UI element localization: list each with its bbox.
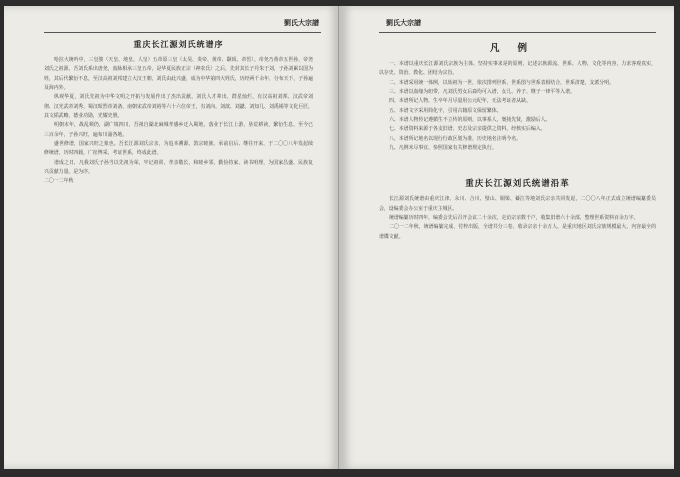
running-header: 劉氏大宗譜: [284, 18, 319, 27]
preface-paragraph: 谱成之日，凡我刘氏子孙当以先祖为荣，牢记祖训，孝亲敬长，和睦乡邻，勤俭持家，读书明理，为国家昌盛、民族复兴贡献力量。是为序。: [44, 159, 313, 176]
fanli-item: 四、本谱所记人物，生卒年月尽量用公元纪年，无法考证者从缺。: [389, 98, 531, 105]
history-title: 重庆长江源刘氏统谱沿革: [465, 179, 570, 190]
right-page: [341, 6, 674, 469]
left-content: [44, 36, 313, 187]
preface-paragraph: 哈拉大统吟中，三皇骏（天皇、地皇、人皇）五帝原三皇（太昊、炎帝、黄帝、颛顼、帝喾）。帝尧乃黄帝五世孙，帝尧刘氏之祖源，吾刘氏系出唐尧，血脉相承三皇五帝，是华夏民族正宗（神农氏）之后，先封其长子丹朱于刘，子孙刘累以国为姓，其后代繁衍不息，至汉高祖刘邦建立大汉王朝，刘氏由此兴盛，成为中华第四大姓氏，历经两千余年，分布天下，子孙遍及海内外。: [44, 57, 313, 92]
running-header: 劉氏大宗譜: [386, 18, 421, 27]
fanli-item: 七、本谱资料来源于各支旧谱、史志及宗亲提供之资料，经核实后编入。: [389, 126, 546, 133]
preface-date: 二〇一二年秋: [44, 178, 74, 185]
fanli-item: 一、本谱以重庆长江源刘氏宗族为主体，坚持实事求是的原则，记述宗族源流、世系、人物、文化等内容，力求客观真实，以存史、资治、教化、团结为宗旨。: [379, 61, 656, 77]
fanli-item: 六、本谱人物传记遵循生不立传的原则，以事系人，褒扬先贤，激励后人。: [389, 117, 551, 124]
fanli-item: 二、本谱采用统一体例，以始祖为一世，依次排列世系，世系图与世系表相结合，世系清楚，支派分明。: [389, 79, 614, 86]
fanli-item: 九、凡例未尽事宜，参照国家有关修谱规定执行。: [389, 145, 497, 152]
fanli-item: 五、本谱文字采用简化字，引用古籍原文保留繁体。: [389, 107, 502, 114]
header-rule: [379, 32, 656, 33]
preface-paragraph: 纵观华夏，刘氏先祖为中华文明之开拓与发展作出了杰出贡献，刘氏人才辈出，群星灿烂，有汉高祖刘邦、汉武帝刘彻、汉光武帝刘秀、蜀汉昭烈帝刘备、南朝宋武帝刘裕等六十六位帝王，有刘向、刘歆、刘勰、刘知几、刘禹锡等文化巨匠，其文韬武略，德业功勋，光耀史册。: [44, 94, 313, 120]
fanli-item: 三、本谱以血缘为纽带，凡刘氏男女后裔均可入谱，女儿、养子、继子一律平等入谱。: [389, 89, 575, 96]
preface-title: 重庆长江源刘氏统谱序: [133, 40, 224, 49]
fanli-title: 凡例: [489, 43, 545, 54]
history-paragraph: 长江源刘氏统谱由重庆江津、永川、合川、璧山、铜梁、綦江等地刘氏宗亲共同发起，二〇〇八年正式成立统谱编纂委员会，设编委会办公室于重庆主城区。: [379, 196, 656, 212]
preface-paragraph: 盛世修谱，国家兴旺之象也。吾长江源刘氏宗亲，为追本溯源、敦宗睦族、承前启后、继往开来，于二〇〇八年发起续修统谱，历时四载，广征博采，考证世系，终成此谱。: [44, 141, 313, 157]
fanli-item: 八、本谱所记地名以现行行政区划为准，历史地名注明今名。: [389, 135, 522, 142]
preface-paragraph: 明朝末年，战乱频仍，湖广填四川，吾祖自湖北麻城孝感乡迁入蜀地，落业于长江上游，垦荒耕读，繁衍生息，至今已三百余年，子孙兴旺，遍布川渝各地。: [44, 122, 313, 138]
header-rule: [44, 32, 321, 33]
history-paragraph: 二〇一二年秋，统谱编纂完成，付梓出版，全谱共分三卷，收录宗亲十余万人，是重庆地区刘氏宗族规模最大、内容最全的谱牒文献。: [379, 224, 656, 240]
left-page: [4, 6, 339, 469]
history-paragraph: 统谱编纂历时四年，编委会先后召开会议二十余次，走访宗亲数千户，收集旧谱六十余部，整理世系资料百余万字。: [389, 215, 639, 222]
right-content: [379, 38, 656, 242]
